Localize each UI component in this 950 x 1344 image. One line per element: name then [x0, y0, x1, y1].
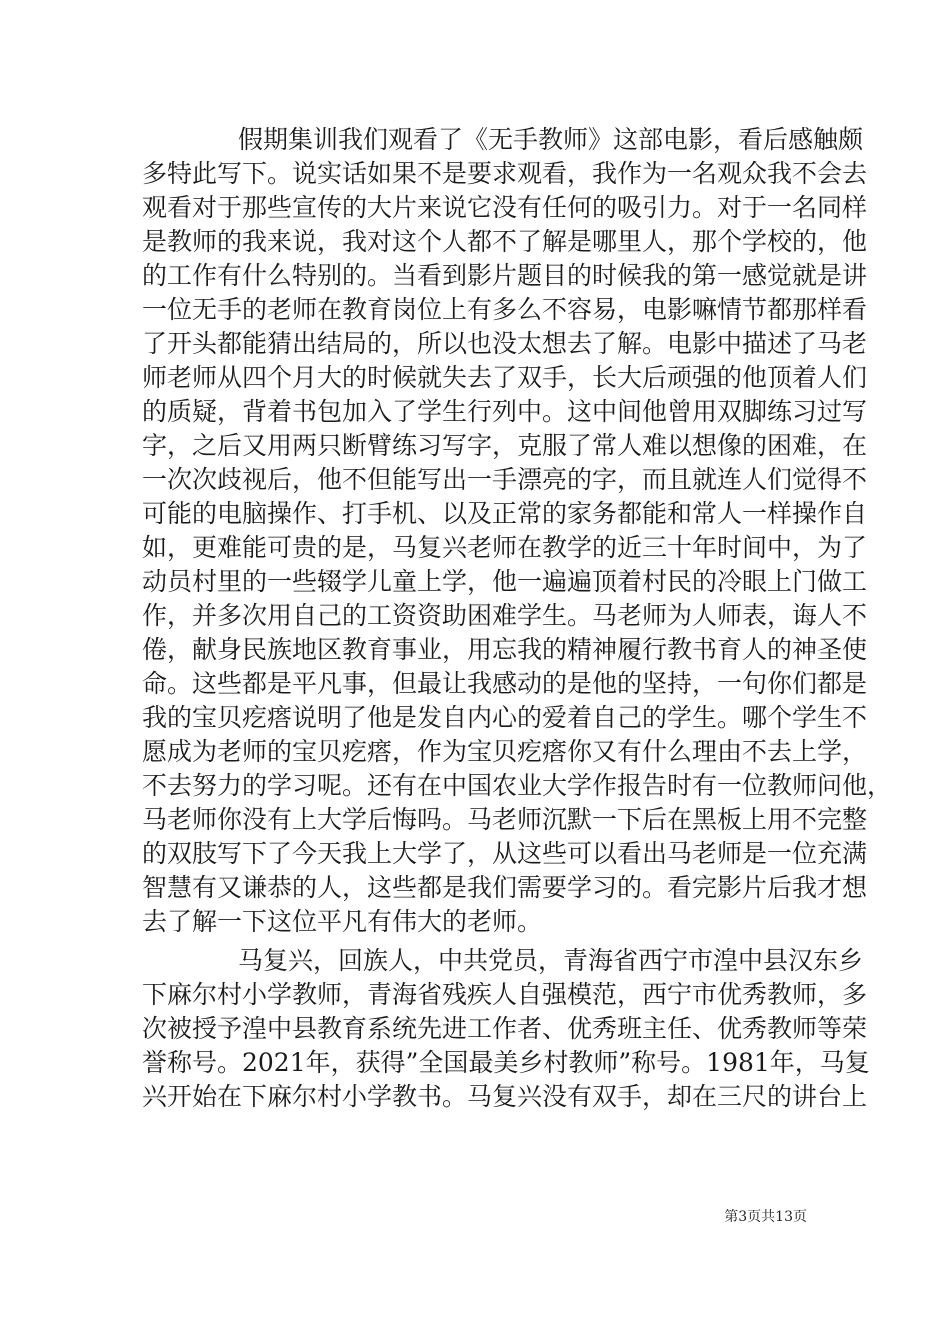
text-line: 假期集训我们观看了《无手教师》这部电影，看后感触颇	[238, 125, 864, 154]
text-line: 可能的电脑操作、打手机、以及正常的家务都能和常人一样操作自	[142, 499, 868, 528]
text-line: 不去努力的学习呢。还有在中国农业大学作报告时有一位教师问他，	[142, 771, 893, 800]
text-line: 兴开始在下麻尔村小学教书。马复兴没有双手，却在三尺的讲台上	[142, 1082, 868, 1111]
text-line: 师老师从四个月大的时候就失去了双手，长大后顽强的他顶着人们	[142, 363, 868, 392]
text-line: 下麻尔村小学教师，青海省残疾人自强模范，西宁市优秀教师，多	[142, 980, 868, 1009]
text-line: 一位无手的老师在教育岗位上有多么不容易，电影嘛情节都那样看	[142, 295, 868, 324]
page-number-footer: 第3页共13页	[724, 1209, 807, 1225]
text-line: 多特此写下。说实话如果不是要求观看，我作为一名观众我不会去	[142, 159, 868, 188]
text-line: 一次次歧视后，他不但能写出一手漂亮的字，而且就连人们觉得不	[142, 465, 868, 494]
text-line: 的质疑，背着书包加入了学生行列中。这中间他曾用双脚练习过写	[142, 397, 868, 426]
paragraph-1	[142, 123, 893, 939]
text-line: 的工作有什么特别的。当看到影片题目的时候我的第一感觉就是讲	[142, 261, 868, 290]
text-line: 动员村里的一些辍学儿童上学，他一遍遍顶着村民的冷眼上门做工	[142, 567, 868, 596]
paragraph-2	[142, 944, 870, 1114]
text-line: 去了解一下这位平凡有伟大的老师。	[142, 907, 543, 936]
text-line: 誉称号。2021年，获得”全国最美乡村教师”称号。1981年，马复	[142, 1048, 870, 1077]
text-line: 马复兴，回族人，中共党员，青海省西宁市湟中县汉东乡	[238, 946, 864, 975]
text-line: 我的宝贝疙瘩说明了他是发自内心的爱着自己的学生。哪个学生不	[142, 703, 868, 732]
text-line: 次被授予湟中县教育系统先进工作者、优秀班主任、优秀教师等荣	[142, 1014, 868, 1043]
text-line: 的双肢写下了今天我上大学了，从这些可以看出马老师是一位充满	[142, 839, 868, 868]
document-body	[142, 123, 893, 1114]
text-line: 智慧有又谦恭的人，这些都是我们需要学习的。看完影片后我才想	[142, 873, 868, 902]
text-line: 字，之后又用两只断臂练习写字，克服了常人难以想像的困难，在	[142, 431, 868, 460]
text-line: 观看对于那些宣传的大片来说它没有任何的吸引力。对于一名同样	[142, 193, 868, 222]
text-line: 是教师的我来说，我对这个人都不了解是哪里人，那个学校的，他	[142, 227, 868, 256]
text-line: 了开头都能猜出结局的，所以也没太想去了解。电影中描述了马老	[142, 329, 868, 358]
text-line: 马老师你没有上大学后悔吗。马老师沉默一下后在黑板上用不完整	[142, 805, 868, 834]
text-line: 倦，献身民族地区教育事业，用忘我的精神履行教书育人的神圣使	[142, 635, 868, 664]
text-line: 作，并多次用自己的工资资助困难学生。马老师为人师表，诲人不	[142, 601, 868, 630]
text-line: 愿成为老师的宝贝疙瘩，作为宝贝疙瘩你又有什么理由不去上学，	[142, 737, 868, 766]
text-line: 如，更难能可贵的是，马复兴老师在教学的近三十年时间中，为了	[142, 533, 868, 562]
text-line: 命。这些都是平凡事，但最让我感动的是他的坚持，一句你们都是	[142, 669, 868, 698]
